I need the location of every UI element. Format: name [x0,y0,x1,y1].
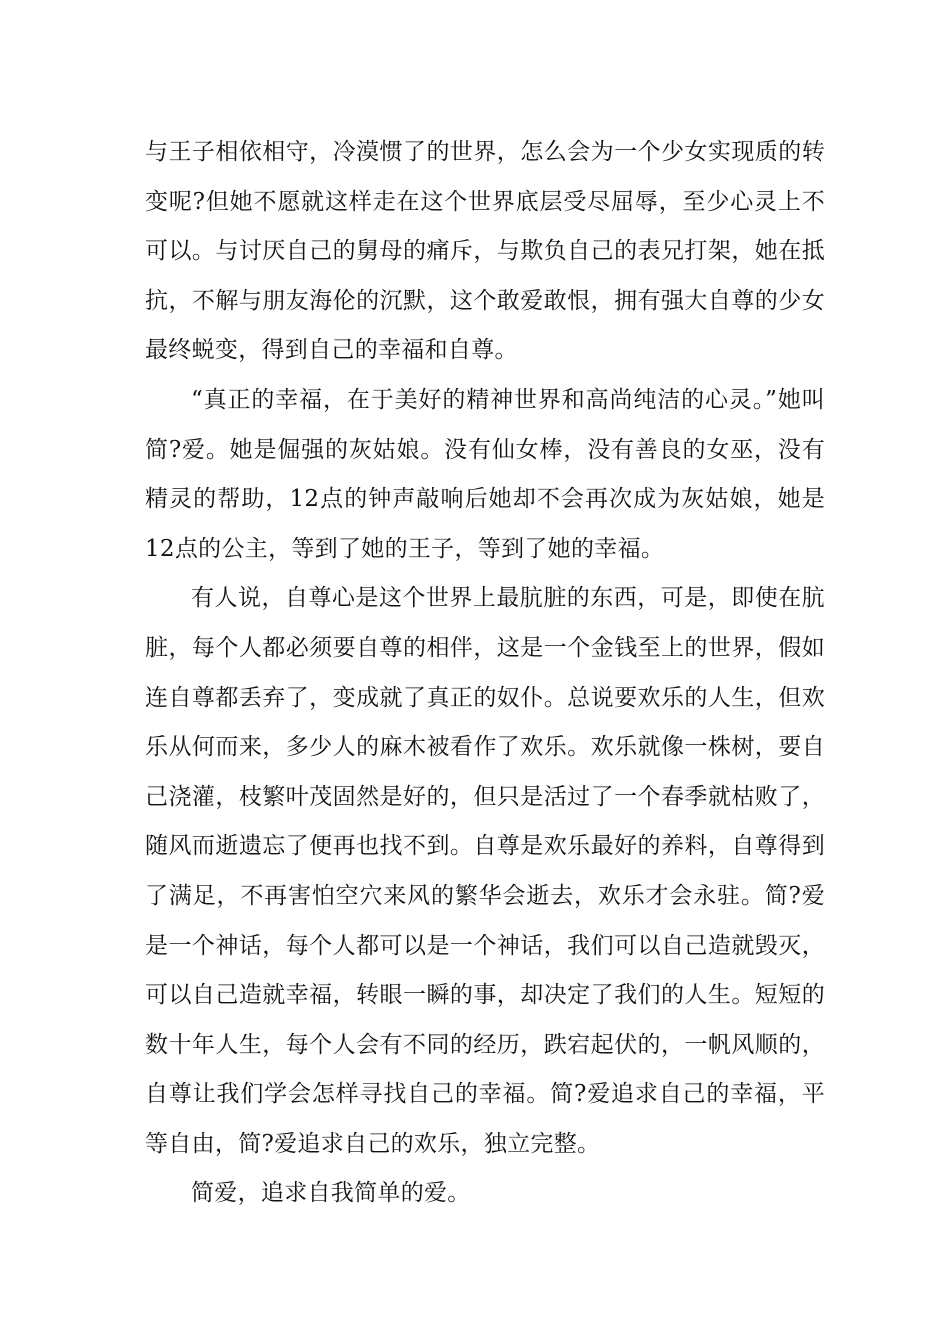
paragraph-4: 简爱，追求自我简单的爱。 [191,1180,471,1207]
paragraph-2: “真正的幸福，在于美好的精神世界和高尚纯洁的心灵。”她叫简?爱。她是倔强的灰姑娘。没有仙女棒，没有善良的女巫，没有精灵的帮助，12点的钟声敲响后她却不会再次成为灰姑娘，她是12点的公主，等到了她的王子，等到了她的幸福。 [145,386,825,562]
paragraph-1: 与王子相依相守，冷漠惯了的世界，怎么会为一个少女实现质的转变呢?但她不愿就这样走在这个世界底层受尽屈辱，至少心灵上不可以。与讨厌自己的舅母的痛斥，与欺负自己的表兄打架，她在抵抗，不解与朋友海伦的沉默，这个敢爱敢恨，拥有强大自尊的少女最终蜕变，得到自己的幸福和自尊。 [145,139,825,364]
article-body [145,128,825,1219]
paragraph-3: 有人说，自尊心是这个世界上最肮脏的东西，可是，即使在肮脏，每个人都必须要自尊的相伴，这是一个金钱至上的世界，假如连自尊都丢弃了，变成就了真正的奴仆。总说要欢乐的人生，但欢乐从何而来，多少人的麻木被看作了欢乐。欢乐就像一株树，要自己浇灌，枝繁叶茂固然是好的，但只是活过了一个春季就枯败了，随风而逝遗忘了便再也找不到。自尊是欢乐最好的养料，自尊得到了满足，不再害怕空穴来风的繁华会逝去，欢乐才会永驻。简?爱是一个神话，每个人都可以是一个神话，我们可以自己造就毁灭，可以自己造就幸福，转眼一瞬的事，却决定了我们的人生。短短的数十年人生，每个人会有不同的经历，跌宕起伏的，一帆风顺的，自尊让我们学会怎样寻找自己的幸福。简?爱追求自己的幸福，平等自由，简?爱追求自己的欢乐，独立完整。 [145,585,825,1157]
